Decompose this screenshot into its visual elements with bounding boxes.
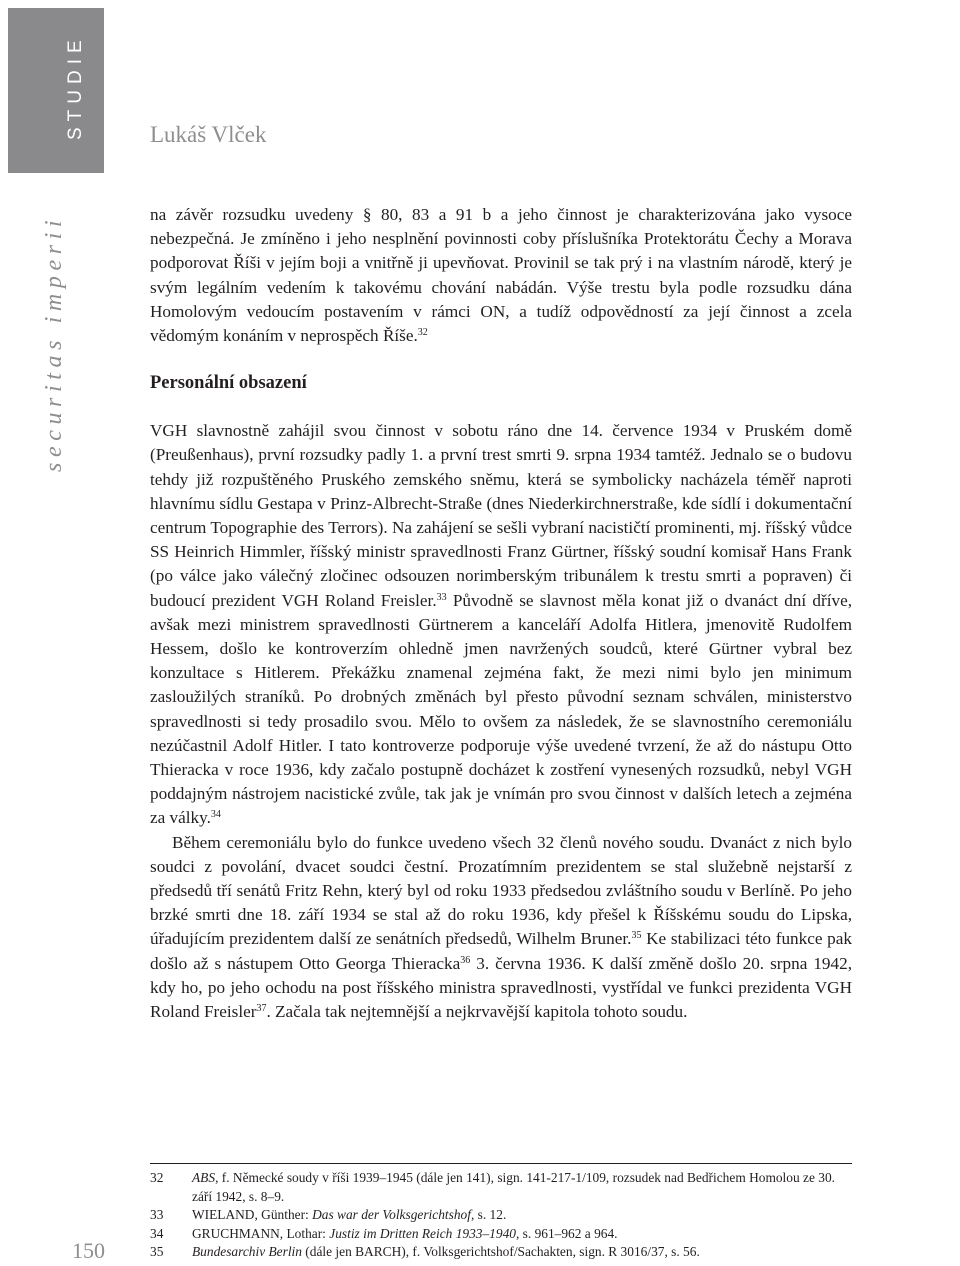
footnotes <box>150 1163 852 1262</box>
author-name: Lukáš Vlček <box>150 122 267 147</box>
footnote-number: 35 <box>150 1244 164 1260</box>
paragraph-2: VGH slavnostně zahájil svou činnost v sobotu ráno dne 14. července 1934 v Pruském domě (Preußenhaus), první rozsudky padly 1. a první trest smrti 9. srpna 1934 tamtéž. Jednalo se o budovu tehdy již rozpuštěného Pruského zemského sněmu, která se symbolicky nacházela téměř naproti hlavnímu sídlu Gestapa v Prinz-Albrecht-Straße (dnes Niederkirchnerstraße, kde sídlí i dokumentační centrum Topographie des Terrors). Na zahájení se sešli vybraní nacističtí prominenti, mj. říšský vůdce SS Heinrich Himmler, říšský ministr spravedlnosti Franz Gürtner, říšský soudní komisař Hans Frank (po válce jako válečný zločinec odsouzen norimberským tribunálem k trestu smrti a popraven) či budoucí prezident VGH Roland Freisler.$^{33}$ Původně se slavnost měla konat již o dvanáct dní dříve, avšak mezi ministrem spravedlnosti Gürtnerem a kanceláří Adolfa Hitlera, jmenovitě Rudolfem Hessem, došlo ke kontroverzím ohledně jmen navržených soudců, které Gürtner vybral bez konzultace s Hitlerem. Překážku znamenal zejména fakt, že mezi nimi bylo jen minimum zasloužilých straníků. Po drobných změnách byl přesto původní seznam schválen, ministerstvo spravedlnosti si tedy prosadilo svou. Mělo to ovšem za následek, že se slavnostního ceremoniálu nezúčastnil Adolf Hitler. I tato kontroverze podporuje výše uvedené tvrzení, že až do nástupu Otto Thieracka v roce 1936, kdy začalo postupně docházet k zostření vynesených rozsudků, nebyl VGH poddajným nástrojem nacistické zvůle, tak jak je vnímán pro svou činnost v dalších letech a zejména za války.$^{34}$ <box>150 421 852 828</box>
footnote-number: 32 <box>150 1170 164 1185</box>
footnote-ref-36: 36 <box>460 954 471 966</box>
footnote-item: 33 WIELAND, Günther: Das war der Volksgerichtshof, s. 12. <box>150 1206 852 1225</box>
footnote-item: 34 GRUCHMANN, Lothar: Justiz im Dritten Reich 1933–1940, s. 961–962 a 964. <box>150 1225 852 1244</box>
footnote-ref-34: 34 <box>210 809 221 821</box>
footnote-number: 34 <box>150 1225 164 1241</box>
page-number: 150 <box>72 1238 105 1263</box>
footnote-item: 35 Bundesarchiv Berlin (dále jen BARCH), f. Volksgerichtshof/Sachakten, sign. R 3016/37, s. 56. <box>150 1243 852 1262</box>
journal-title: securitas imperii <box>41 214 67 472</box>
footnote-ref-35: 35 <box>631 930 642 942</box>
section-tab <box>8 8 104 173</box>
section-label: STUDIE <box>65 34 86 140</box>
paragraph-1: na závěr rozsudku uvedeny § 80, 83 a 91 b a jeho činnost je charakterizována jako vysoce nebezpečná. Je zmíněno i jeho nesplnění povinnosti coby příslušníka Protektorátu Čechy a Morava podporovat Říši v jejím boji a vnitřně ji upevňovat. Provinil se tak prý i na vlastním národě, který je svým legálním vedením k takovému chování nabádán. Výše trestu byla podle rozsudku dána Homolovým vedoucím postavením v rámci ON, a tudíž odpovědností za její činnost a zcela vědomým konáním v neprospěch Říše.$^{32}$ <box>150 205 852 346</box>
footnote-ref-32: 32 <box>417 327 428 339</box>
article-body <box>150 203 852 1024</box>
footnote-ref-33: 33 <box>436 591 447 603</box>
footnote-number: 33 <box>150 1207 164 1223</box>
section-heading: Personální obsazení <box>150 373 307 394</box>
footnote-item: 32 ABS, f. Německé soudy v říši 1939–1945 (dále jen 141), sign. 141-217-1/109, rozsudek nad Bedřichem Homolou ze 30. září 1942, s. 8–9. <box>150 1169 852 1206</box>
paragraph-3: Během ceremoniálu bylo do funkce uvedeno všech 32 členů nového soudu. Dvanáct z nich bylo soudci z povolání, dvacet soudci čestní. Prozatímním prezidentem se stal služebně nejstarší z předsedů tří senátů Fritz Rehn, který byl od roku 1933 předsedou zvláštního soudu v Berlíně. Po jeho brzké smrti dne 18. září 1934 se stal až do roku 1936, kdy přešel k Říšskému soudu do Lipska, úřadujícím prezidentem další ze senátních předsedů, Wilhelm Bruner.$^{35}$ Ke stabilizaci této funkce pak došlo až s nástupem Otto Georga Thieracka$^{36}$ 3. června 1936. K další změně došlo 20. srpna 1942, kdy ho, po jeho ochodu na post říšského ministra spravedlnosti, vystřídal ve funkci prezidenta VGH Roland Freisler$^{37}$. Začala tak nejtemnější a nejkrvavější kapitola tohoto soudu. <box>150 832 852 1022</box>
footnote-ref-37: 37 <box>256 1003 267 1015</box>
